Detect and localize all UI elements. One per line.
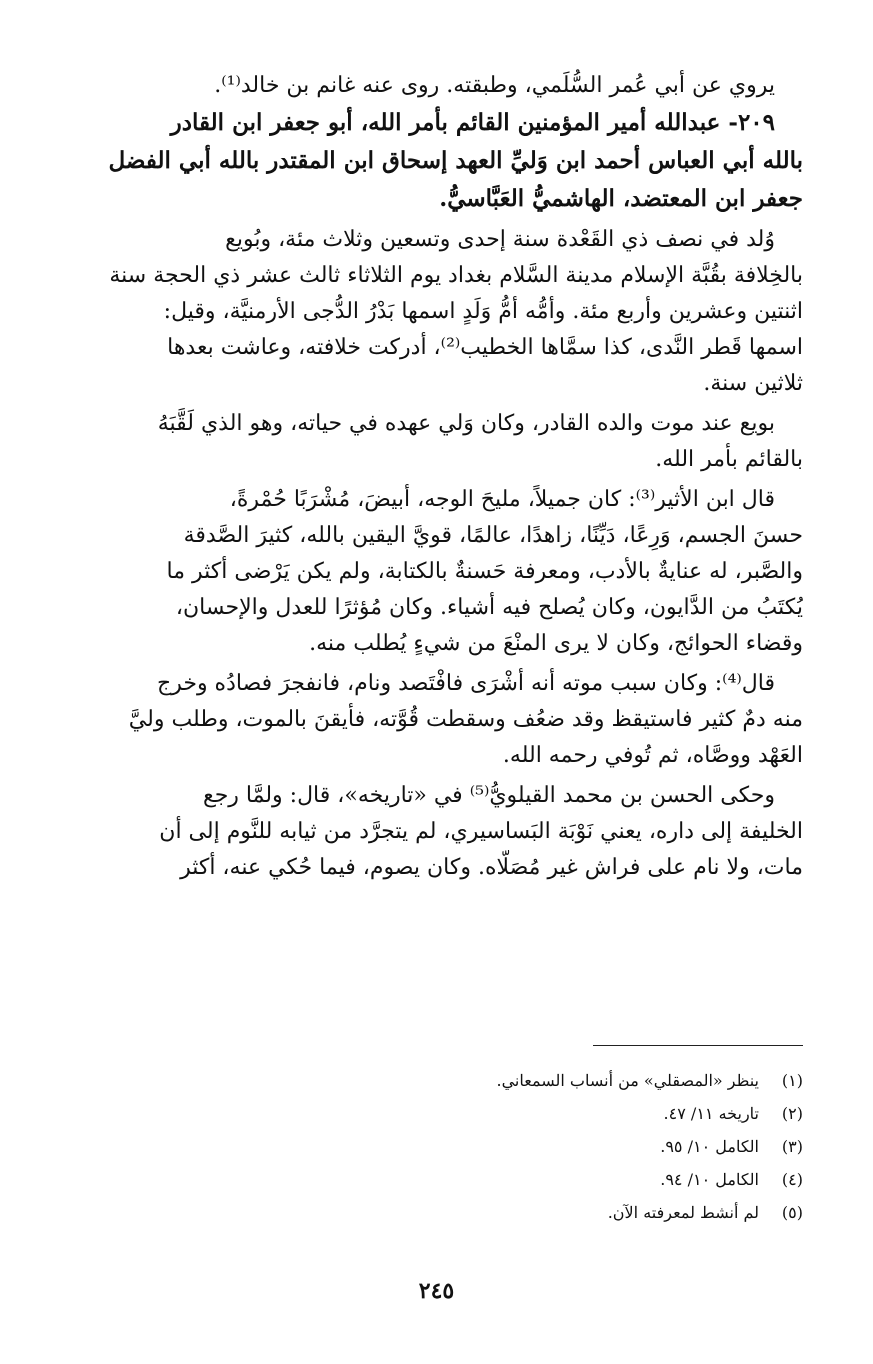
text-line: قال ابن الأثير⁽³⁾: كان جميلاً، مليحَ الوجه، أبيضَ، مُشْرَبًا حُمْرةً، (229, 487, 775, 512)
footnote-text: ينظر «المصقلي» من أنساب السمعاني. (496, 1071, 759, 1090)
footnote-item (483, 1196, 803, 1229)
footnote-item (483, 1130, 803, 1163)
intro-paragraph (70, 68, 803, 104)
text-line: يُكتَبُ من الدَّايون، وكان يُصلح فيه أشياء. وكان مُؤثرًا للعدل والإحسان، (175, 595, 803, 620)
paragraph-qilawi (70, 778, 803, 886)
heading-line: ٢٠٩- عبدالله أمير المؤمنين القائم بأمر الله، أبو جعفر ابن القادر (170, 109, 775, 136)
text-line: وُلد في نصف ذي القَعْدة سنة إحدى وتسعين وثلاث مئة، وبُويع (225, 227, 775, 252)
page-number: ٢٤٥ (418, 1278, 455, 1304)
text-line: حسنَ الجسم، وَرِعًا، دَيِّنًا، زاهدًا، عالمًا، قويَّ اليقين بالله، كثيرَ الصَّدقة (183, 523, 803, 548)
text-line: والصَّبر، له عنايةٌ بالأدب، ومعرفة حَسنةٌ بالكتابة، ولم يكن يَرْضى أكثر ما (166, 559, 803, 584)
text-line: وحكى الحسن بن محمد القيلويُّ⁽⁵⁾ في «تاريخه»، قال: ولمَّا رجع (202, 783, 775, 808)
text-line: منه دمٌ كثير فاستيقظ وقد ضعُف وسقطت قُوَّته، فأيقنَ بالموت، وطلب وليَّ (128, 707, 803, 732)
paragraph-ibn-al-athir (70, 482, 803, 662)
entry-heading (70, 104, 803, 218)
text-line: بالخِلافة بقُبَّة الإسلام مدينة السَّلام بغداد يوم الثلاثاء ثالث عشر ذي الحجة سنة (109, 263, 803, 288)
text-line: الخليفة إلى داره، يعني نَوْبَة البَساسيري، لم يتجرَّد من ثيابه للنَّوم إلى أن (159, 819, 803, 844)
footnotes (483, 1045, 803, 1229)
text-line: يروي عن أبي عُمر السُّلَمي، وطبقته. روى عنه غانم بن خالد⁽¹⁾. (214, 73, 775, 98)
footnote-item (483, 1163, 803, 1196)
footnote-item (483, 1064, 803, 1097)
text-line: مات، ولا نام على فراش غير مُصَلَّاه. وكان يصوم، فيما حُكي عنه، أكثر (180, 855, 803, 880)
heading-line: جعفر ابن المعتضد، الهاشميُّ العَبَّاسيُّ. (439, 185, 803, 212)
text-line: العَهْد ووصَّاه، ثم تُوفي رحمه الله. (502, 743, 803, 768)
text-line: بويع عند موت والده القادر، وكان وَلي عهده في حياته، وهو الذي لَقَّبَهُ (157, 411, 775, 436)
footnote-text: الكامل ١٠/ ٩٥. (660, 1137, 759, 1156)
text-line: بالقائم بأمر الله. (655, 447, 803, 472)
footnote-number: (٣) (781, 1137, 803, 1156)
footnote-number: (٤) (781, 1170, 803, 1189)
page-body (70, 68, 803, 886)
paragraph-death (70, 666, 803, 774)
footnote-text: الكامل ١٠/ ٩٤. (660, 1170, 759, 1189)
text-line: اسمها قَطر النَّدى، كذا سمَّاها الخطيب⁽²⁾، أدركت خلافته، وعاشت بعدها (167, 335, 803, 360)
footnote-number: (٢) (781, 1104, 803, 1123)
footnote-text: تاريخه ١١/ ٤٧. (663, 1104, 759, 1123)
text-line: ثلاثين سنة. (703, 371, 803, 396)
text-line: وقضاء الحوائج، وكان لا يرى المنْعَ من شيءٍ يُطلب منه. (309, 631, 803, 656)
footnote-text: لم أنشط لمعرفته الآن. (607, 1203, 759, 1222)
paragraph-accession (70, 406, 803, 478)
text-line: قال⁽⁴⁾: وكان سبب موته أنه أشْرَى فافْتَصد ونام، فانفجرَ فصادُه وخرج (157, 671, 775, 696)
heading-line: بالله أبي العباس أحمد ابن وَليِّ العهد إسحاق ابن المقتدر بالله أبي الفضل (108, 147, 803, 174)
footnote-number: (١) (781, 1071, 803, 1090)
footnote-divider (593, 1045, 803, 1046)
paragraph-birth (70, 222, 803, 402)
footnote-item (483, 1097, 803, 1130)
footnote-number: (٥) (781, 1203, 803, 1222)
text-line: اثنتين وعشرين وأربع مئة. وأمُّه أمُّ وَلَدٍ اسمها بَدْرُ الدُّجى الأرمنيَّة، وقيل: (163, 299, 803, 324)
